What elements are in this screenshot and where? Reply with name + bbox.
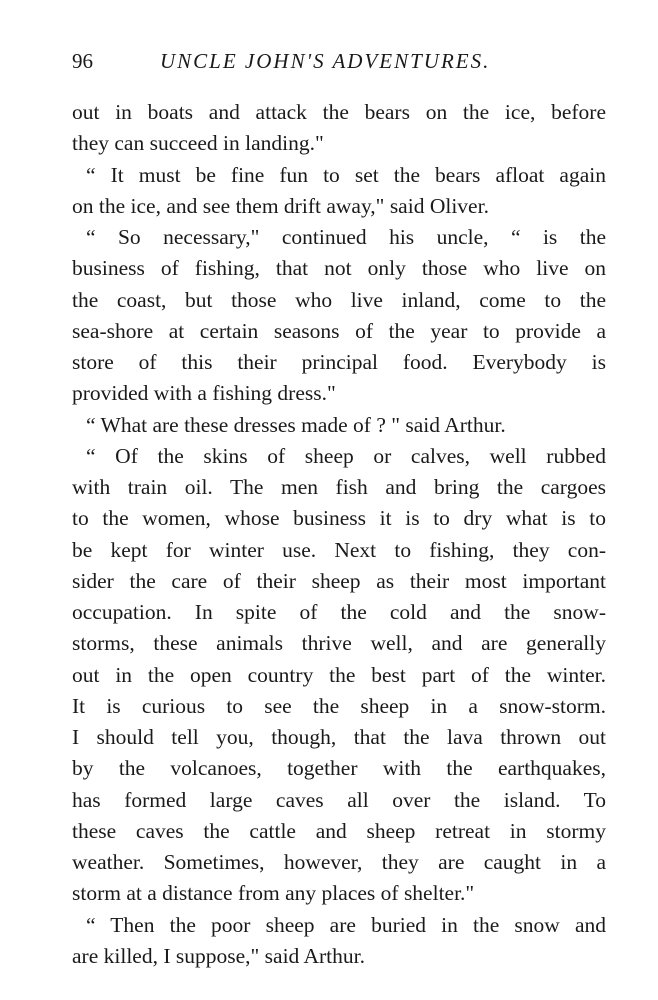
- text-line: on the ice, and see them drift away," said Oliver.: [72, 193, 489, 218]
- text-line: by the volcanoes, together with the earthquakes,: [72, 756, 606, 781]
- text-line: I should tell you, though, that the lava thrown out: [72, 725, 606, 749]
- text-line: store of this their principal food. Everybody is: [72, 350, 606, 374]
- text-line: “ What are these dresses made of ? " said Arthur.: [86, 412, 506, 437]
- text-line: with train oil. The men fish and bring the cargoes: [72, 475, 606, 499]
- body-text: [72, 97, 606, 972]
- text-line: the coast, but those who live inland, come to the: [72, 287, 606, 312]
- text-line: out in boats and attack the bears on the ice, before: [72, 100, 606, 124]
- running-title: UNCLE JOHN'S ADVENTURES.: [160, 49, 491, 73]
- text-line: be kept for winter use. Next to fishing, they con-: [72, 537, 606, 562]
- text-line: It is curious to see the sheep in a snow-storm.: [72, 693, 606, 718]
- text-line: these caves the cattle and sheep retreat in stormy: [72, 818, 606, 843]
- text-line: to the women, whose business it is to dry what is to: [72, 506, 606, 531]
- text-line: “ Then the poor sheep are buried in the snow and: [86, 912, 606, 937]
- page-number: 96: [72, 49, 93, 73]
- text-line: has formed large caves all over the island. To: [72, 787, 606, 812]
- text-line: storms, these animals thrive well, and are generally: [72, 631, 606, 656]
- text-line: provided with a fishing dress.": [72, 381, 336, 406]
- text-line: business of fishing, that not only those who live on: [72, 256, 606, 281]
- text-line: “ So necessary," continued his uncle, “ is the: [86, 225, 606, 249]
- text-line: they can succeed in landing.": [72, 131, 324, 156]
- text-line: occupation. In spite of the cold and the snow-: [72, 600, 606, 624]
- text-line: sider the care of their sheep as their most important: [72, 568, 606, 593]
- text-line: weather. Sometimes, however, they are caught in a: [72, 850, 606, 874]
- running-head: [72, 46, 606, 78]
- text-line: sea-shore at certain seasons of the year to provide a: [72, 318, 606, 343]
- text-line: are killed, I suppose," said Arthur.: [72, 943, 366, 968]
- text-line: “ It must be fine fun to set the bears afloat again: [86, 162, 606, 187]
- text-line: “ Of the skins of sheep or calves, well rubbed: [86, 443, 606, 468]
- text-line: storm at a distance from any places of shelter.": [72, 881, 475, 906]
- text-line: out in the open country the best part of the winter.: [72, 662, 606, 687]
